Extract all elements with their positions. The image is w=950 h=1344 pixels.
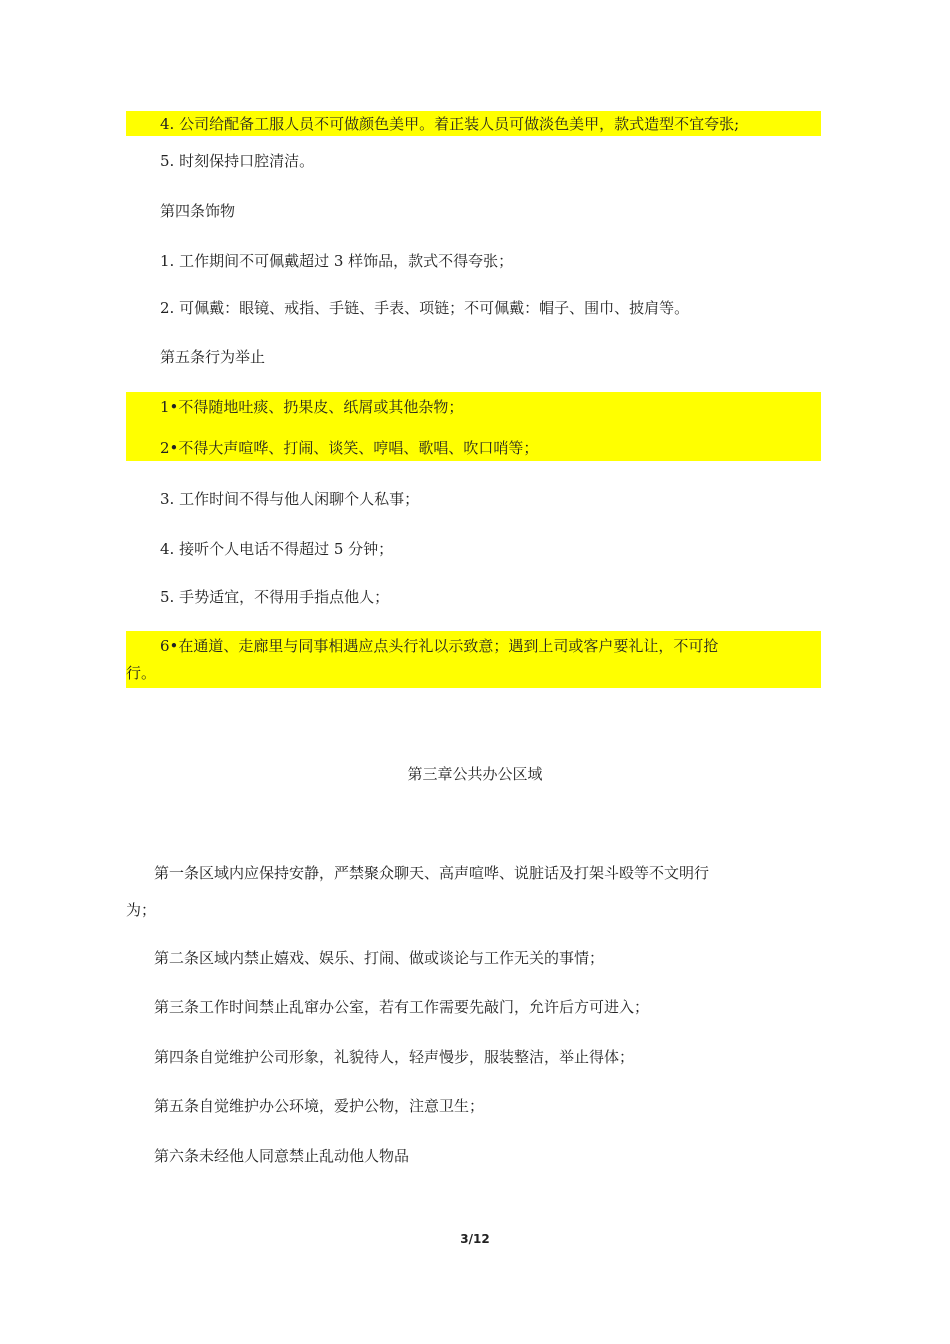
paragraph-behavior-1: 1•不得随地吐痰、扔果皮、纸屑或其他杂物； [160, 398, 464, 416]
paragraph-ornaments-1: 1. 工作期间不可佩戴超过 3 样饰品，款式不得夸张； [160, 252, 514, 270]
paragraph-ornaments-2: 2. 可佩戴：眼镜、戒指、手链、手表、项链；不可佩戴：帽子、围巾、披肩等。 [160, 299, 690, 317]
page-number: 3/12 [460, 1232, 490, 1246]
chapter-title: 第三章公共办公区域 [407, 765, 543, 783]
heading-behavior: 第五条行为举止 [160, 348, 266, 366]
paragraph-item-5: 5. 时刻保持口腔清洁。 [160, 152, 315, 170]
heading-ornaments: 第四条饰物 [160, 202, 236, 220]
paragraph-article-1-line1: 第一条区域内应保持安静，严禁聚众聊天、高声喧哗、说脏话及打架斗殴等不文明行 [154, 864, 710, 882]
paragraph-article-6: 第六条未经他人同意禁止乱动他人物品 [154, 1147, 410, 1165]
paragraph-behavior-4: 4. 接听个人电话不得超过 5 分钟； [160, 540, 394, 558]
paragraph-behavior-2: 2•不得大声喧哗、打闹、谈笑、哼唱、歌唱、吹口哨等； [160, 439, 539, 457]
paragraph-behavior-5: 5. 手势适宜，不得用手指点他人； [160, 588, 390, 606]
paragraph-article-3: 第三条工作时间禁止乱窜办公室，若有工作需要先敲门，允许后方可进入； [154, 998, 650, 1016]
paragraph-item-4: 4. 公司给配备工服人员不可做颜色美甲。着正装人员可做淡色美甲，款式造型不宜夸张; [160, 115, 740, 133]
paragraph-article-2: 第二条区域内禁止嬉戏、娱乐、打闹、做或谈论与工作无关的事情； [154, 949, 605, 967]
paragraph-article-4: 第四条自觉维护公司形象，礼貌待人，轻声慢步，服装整洁，举止得体； [154, 1048, 635, 1066]
paragraph-behavior-3: 3. 工作时间不得与他人闲聊个人私事； [160, 490, 420, 508]
paragraph-behavior-6-line2: 行。 [126, 664, 157, 682]
paragraph-behavior-6-line1: 6•在通道、走廊里与同事相遇应点头行礼以示致意；遇到上司或客户要礼让，不可抢 [160, 637, 719, 655]
paragraph-article-5: 第五条自觉维护办公环境，爱护公物，注意卫生； [154, 1097, 485, 1115]
paragraph-article-1-line2: 为； [126, 901, 157, 919]
